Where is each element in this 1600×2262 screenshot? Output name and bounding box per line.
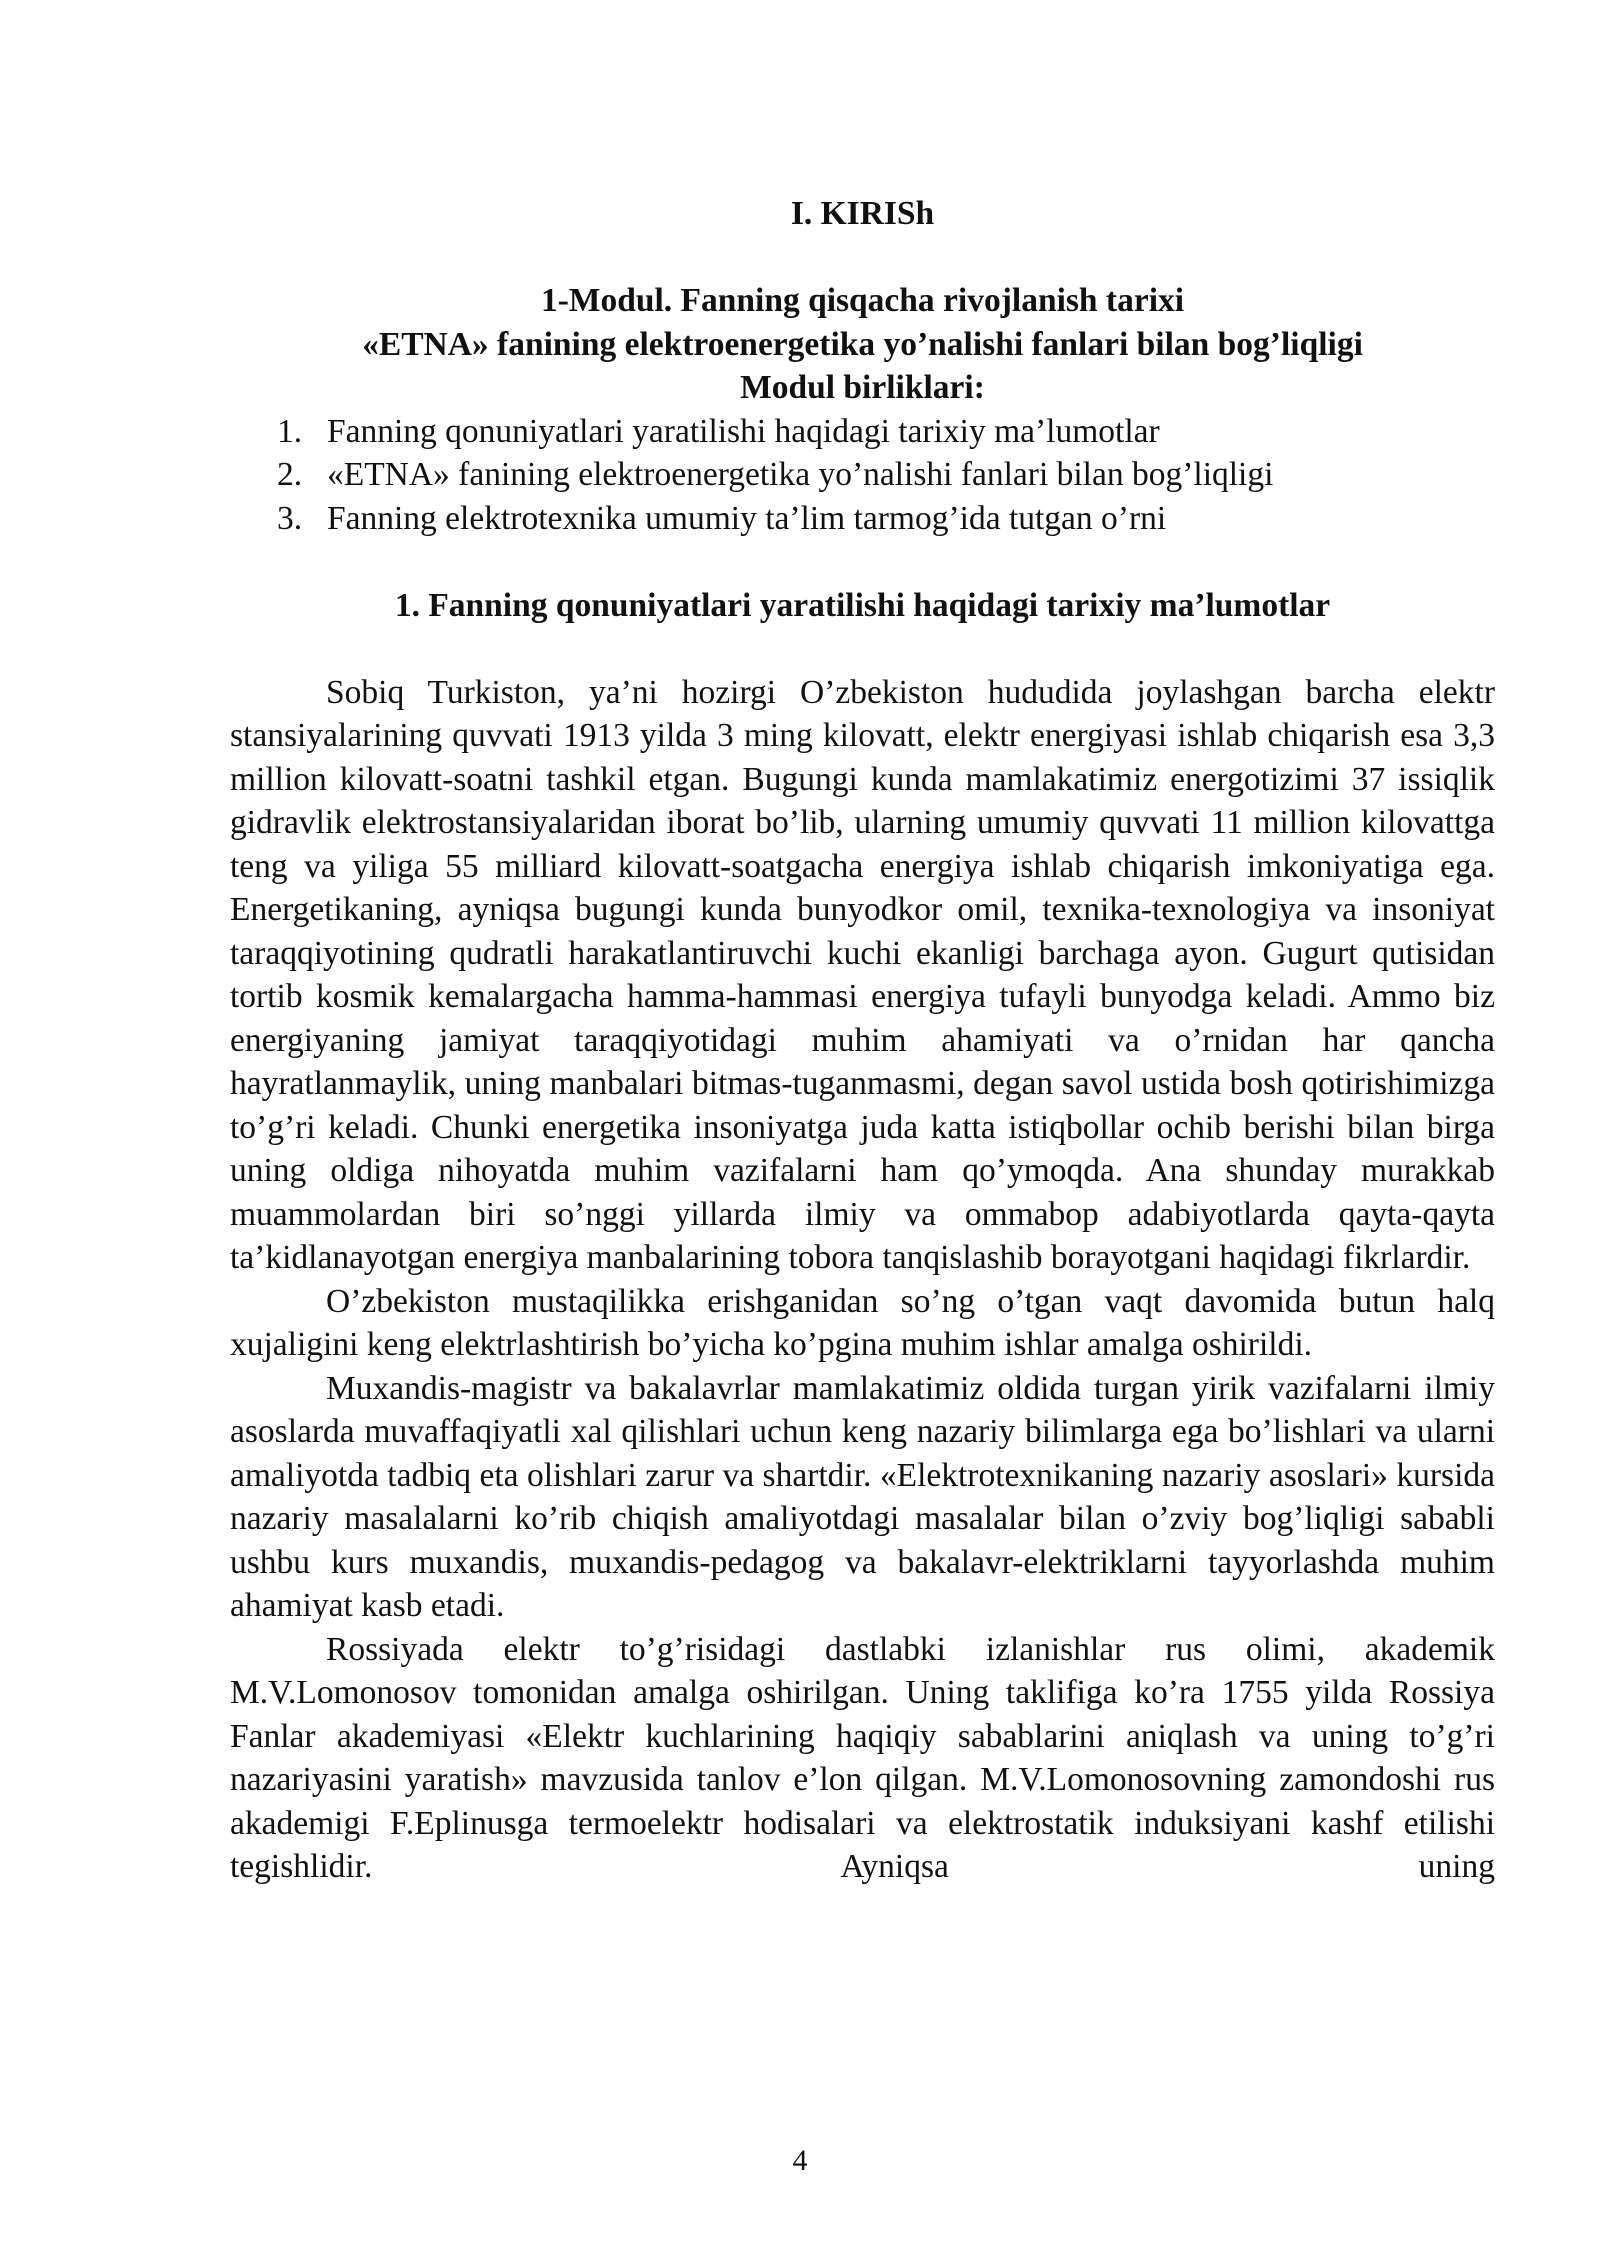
list-item-text: Fanning elektrotexnika umumiy ta’lim tarmog’ida tutgan o’rni	[327, 499, 1167, 537]
spacer	[230, 540, 1495, 584]
list-item-number: 3.	[277, 499, 303, 537]
list-item	[230, 410, 1495, 454]
list-item-number: 2.	[277, 456, 303, 493]
section-title: 1. Fanning qonuniyatlari yaratilishi haqidagi tarixiy ma’lumotlar	[394, 586, 1331, 624]
spacer	[230, 236, 1495, 280]
module-subtitle: «ETNA» fanining elektroenergetika yo’nalishi fanlari bilan bog’liqligi	[362, 325, 1363, 363]
chapter-title: I. KIRISh	[790, 195, 935, 232]
list-item-text: «ETNA» fanining elektroenergetika yo’nalishi fanlari bilan bog’liqligi	[327, 456, 1274, 493]
body-paragraph: Rossiyada elektr to’g’risidagi dastlabki izlanishlar rus olimi, akademik M.V.Lomonosov tomonidan amalga oshirilgan. Uning taklifiga ko’ra 1755 yilda Rossiya Fanlar akademiyasi «Elektr kuchlarining haqiqiy sabablarini aniqlash va uning to’g’ri nazariyasini yaratish» mavzusida tanlov e’lon qilgan. M.V.Lomonosovning zamondoshi rus akademigi F.Eplinusga termoelektr hodisalari va elektrostatik induksiyani kashf etilishi tegishlidir. Ayniqsa uning	[230, 1630, 1495, 1885]
page-content	[230, 192, 1495, 1889]
body-paragraph: Sobiq Turkiston, ya’ni hozirgi O’zbekiston hududida joylashgan barcha elektr stansiyalarining quvvati 1913 yilda 3 ming kilovatt, elektr energiyasi ishlab chiqarish esa 3,3 million kilovatt-soatni tashkil etgan. Bugungi kunda mamlakatimiz energotizimi 37 issiqlik gidravlik elektrostansiyalaridan iborat bo’lib, ularning umumiy quvvati 11 million kilovattga teng va yiliga 55 milliard kilovatt-soatgacha energiya ishlab chiqarish imkoniyatiga ega. Energetikaning, ayniqsa bugungi kunda bunyodkor omil, texnika-texnologiya va insoniyat taraqqiyotining qudratli harakatlantiruvchi kuchi ekanligi barchaga ayon. Gugurt qutisidan tortib kosmik kemalargacha hamma-hammasi energiya tufayli bunyodga keladi. Ammo biz energiyaning jamiyat taraqqiyotidagi muhim ahamiyati va o’rnidan har qancha hayratlanmaylik, uning manbalari bitmas-tuganmasmi, degan savol ustida bosh qotirishimizga to’g’ri keladi. Chunki energetika insoniyatga juda katta istiqbollar ochib berishi bilan birga uning oldiga nihoyatda muhim vazifalarni ham qo’ymoqda. Ana shunday murakkab muammolardan biri so’nggi yillarda ilmiy va ommabop adabiyotlarda qayta-qayta ta’kidlanayotgan energiya manbalarining tobora tanqislashib borayotgani haqidagi fikrlardir.	[230, 673, 1495, 1276]
list-item	[230, 453, 1495, 497]
page-number: 4	[792, 2144, 808, 2177]
module-units-heading: Modul birliklari:	[740, 369, 985, 406]
body-paragraph: Muxandis-magistr va bakalavrlar mamlakatimiz oldida turgan yirik vazifalarni ilmiy asoslarda muvaffaqiyatli xal qilishlari uchun keng nazariy bilimlarga ega bo’lishlari va ularni amaliyotda tadbiq eta olishlari zarur va shartdir. «Elektrotexnikaning nazariy asoslari» kursida nazariy masalalarni ko’rib chiqish amaliyotdagi masalalar bilan o’zviy bog’liqligi sababli ushbu kurs muxandis, muxandis-pedagog va bakalavr-elektriklarni tayyorlashda muhim ahamiyat kasb etadi.	[230, 1369, 1495, 1624]
spacer	[230, 627, 1495, 671]
body-paragraph: O’zbekiston mustaqilikka erishganidan so’ng o’tgan vaqt davomida butun halq xujaligini keng elektrlashtirish bo’yicha ko’pgina muhim ishlar amalga oshirildi.	[230, 1282, 1495, 1363]
module-units-list	[230, 410, 1495, 541]
module-title: 1-Modul. Fanning qisqacha rivojlanish tarixi	[540, 282, 1185, 319]
list-item-number: 1.	[277, 412, 303, 450]
list-item-text: Fanning qonuniyatlari yaratilishi haqidagi tarixiy ma’lumotlar	[327, 412, 1160, 450]
list-item	[230, 497, 1495, 541]
